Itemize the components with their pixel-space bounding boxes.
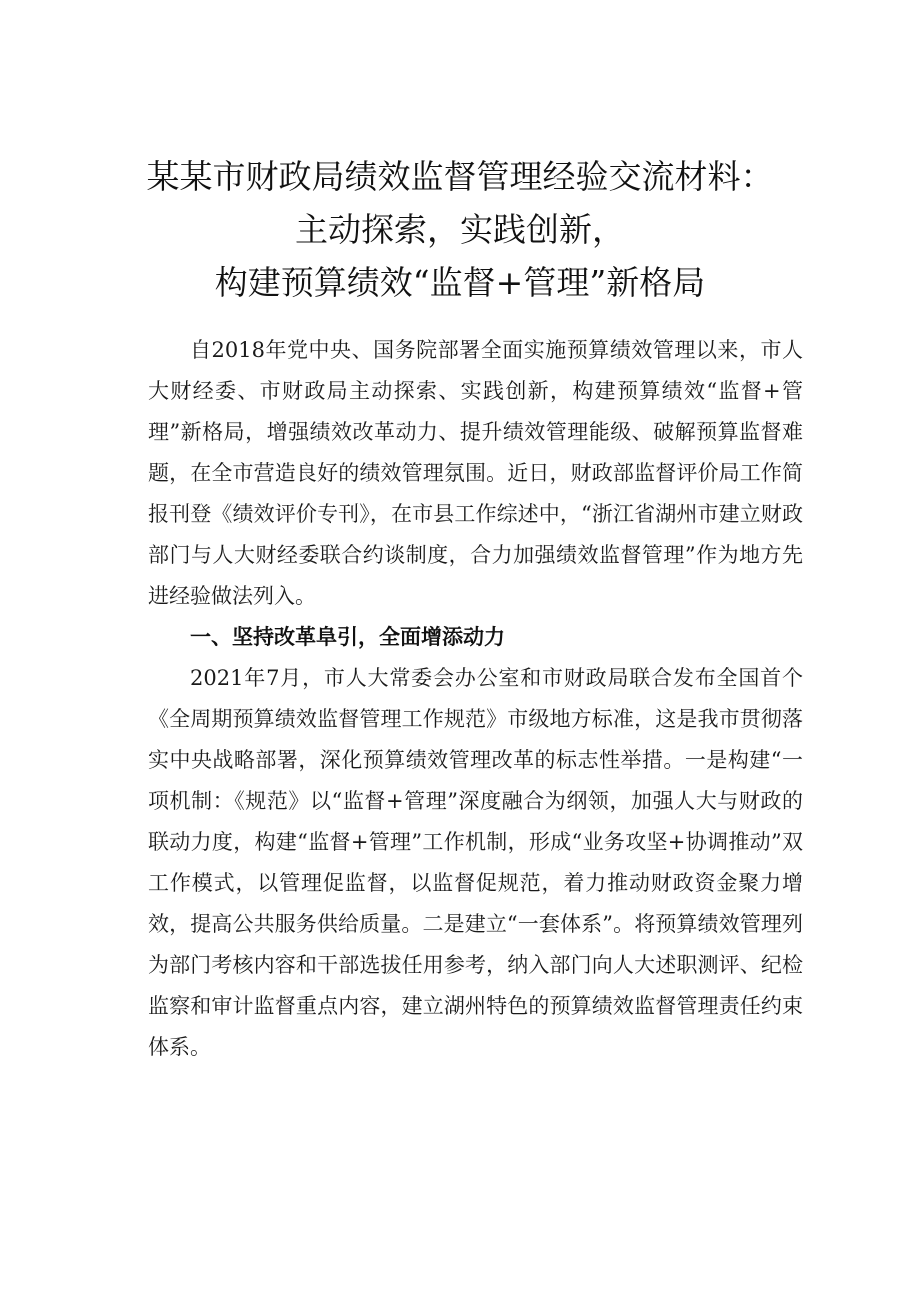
title-line-1: 某某市财政局绩效监督管理经验交流材料： <box>146 157 774 196</box>
title-line-3: 构建预算绩效“监督+管理”新格局 <box>214 263 706 302</box>
section-paragraph: 2021年7月，市人大常委会办公室和市财政局联合发布全国首个《全周期预算绩效监督管理工作规范》市级地方标准，这是我市贯彻落实中央战略部署，深化预算绩效管理改革的标志性举措。一是构建“一项机制：《规范》以“监督+管理”深度融合为纲领，加强人大与财政的联动力度，构建“监督+管理”工作机制，形成“业务攻坚+协调推动”双工作模式，以管理促监督，以监督促规范，着力推动财政资金聚力增效，提高公共服务供给质量。二是建立“一套体系”。将预算绩效管理列为部门考核内容和干部选拔任用参考，纳入部门向人大述职测评、纪检监察和审计监督重点内容，建立湖州特色的预算绩效监督管理责任约束体系。 <box>148 666 803 1059</box>
intro-paragraph: 自2018年党中央、国务院部署全面实施预算绩效管理以来，市人大财经委、市财政局主动探索、实践创新，构建预算绩效“监督+管理”新格局，增强绩效改革动力、提升绩效管理能级、破解预算监督难题，在全市营造良好的绩效管理氛围。近日，财政部监督评价局工作简报刊登《绩效评价专刊》，在市县工作综述中，“浙江省湖州市建立财政部门与人大财经委联合约谈制度，合力加强绩效监督管理”作为地方先进经验做法列入。 <box>148 338 803 608</box>
document-title <box>100 150 820 309</box>
title-line-2: 主动探索，实践创新， <box>295 210 625 249</box>
document-body <box>148 330 803 1068</box>
section-heading: 一、坚持改革阜引，全面增添动力 <box>190 625 505 649</box>
